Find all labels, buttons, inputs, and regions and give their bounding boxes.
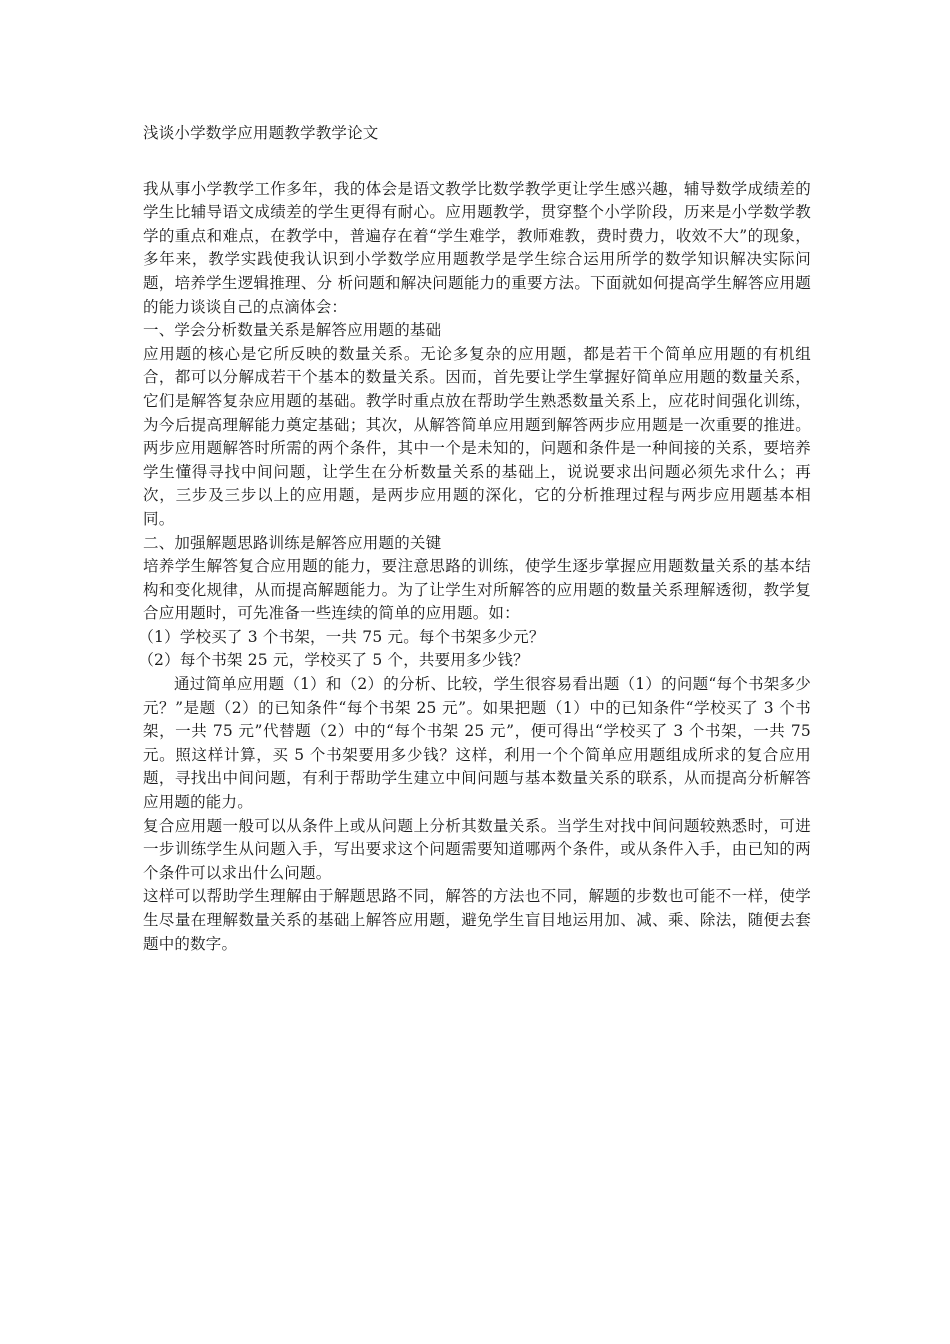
example-problem-2: （2）每个书架 25 元，学校买了 5 个，共要用多少钱？ — [138, 651, 529, 670]
compound-problem-paragraph: 复合应用题一般可以从条件上或从问题上分析其数量关系。当学生对找中间问题较熟悉时，可进一步训练学生从问题入手，写出要求这个问题需要知道哪两个条件，或从条件入手，由已知的两个条件可以求出什么问题。 — [143, 816, 811, 882]
section-1-heading: 一、学会分析数量关系是解答应用题的基础 — [143, 321, 442, 340]
section-1-paragraph: 应用题的核心是它所反映的数量关系。无论多复杂的应用题，都是若干个简单应用题的有机组合，都可以分解成若干个基本的数量关系。因而，首先要让学生掌握好简单应用题的数量关系，它们是解答复杂应用题的基础。教学时重点放在帮助学生熟悉数量关系上，应花时间强化训练，为今后提高理解能力奠定基础；其次，从解答简单应用题到解答两步应用题是一次重要的推进。两步应用题解答时所需的两个条件，其中一个是未知的，问题和条件是一种间接的关系，要培养学生懂得寻找中间问题，让学生在分析数量关系的基础上，说说要求出问题必须先求什么；再次，三步及三步以上的应用题，是两步应用题的深化，它的分析推理过程与两步应用题基本相同。 — [143, 344, 811, 528]
example-problem-1: （1）学校买了 3 个书架，一共 75 元。每个书架多少元？ — [138, 627, 545, 646]
conclusion-paragraph: 这样可以帮助学生理解由于解题思路不同，解答的方法也不同，解题的步数也可能不一样，使学生尽量在理解数量关系的基础上解答应用题，避免学生盲目地运用加、减、乘、除法，随便去套题中的数字。 — [143, 887, 811, 953]
document-title: 浅谈小学数学应用题教学教学论文 — [143, 124, 379, 142]
document-body — [138, 122, 811, 956]
intro-paragraph: 我从事小学教学工作多年，我的体会是语文教学比数学教学更让学生感兴趣，辅导数学成绩差的学生比辅导语文成绩差的学生更得有耐心。应用题教学，贯穿整个小学阶段，历来是小学数学教学的重点和难点，在教学中，普遍存在着“学生难学，教师难教，费时费力，收效不大”的现象，多年来，教学实践使我认识到小学数学应用题教学是学生综合运用所学的数学知识解决实际问题，培养学生逻辑推理、分 析问题和解决问题能力的重要方法。下面就如何提高学生解答应用题的能力谈谈自己的点滴体会： — [143, 179, 811, 316]
section-2-paragraph: 培养学生解答复合应用题的能力，要注意思路的训练，使学生逐步掌握应用题数量关系的基本结构和变化规律，从而提高解题能力。为了让学生对所解答的应用题的数量关系理解透彻，教学复合应用题时，可先准备一些连续的简单的应用题。如： — [143, 557, 811, 623]
section-2-heading: 二、加强解题思路训练是解答应用题的关键 — [143, 533, 442, 552]
analysis-paragraph: 通过简单应用题（1）和（2）的分析、比较，学生很容易看出题（1）的问题“每个书架多少元？”是题（2）的已知条件“每个书架 25 元”。如果把题（1）中的已知条件“学校买了 3 个书架，一共 75 元”代替题（2）中的“每个书架 25 元”，便可得出“学校买了 3 个书架，一共 75 元。照这样计算，买 5 个书架要用多少钱？这样，利用一个个简单应用题组成所求的复合应用题，寻找出中间问题，有利于帮助学生建立中间问题与基本数量关系的联系，从而提高分析解答应用题的能力。 — [143, 675, 811, 812]
